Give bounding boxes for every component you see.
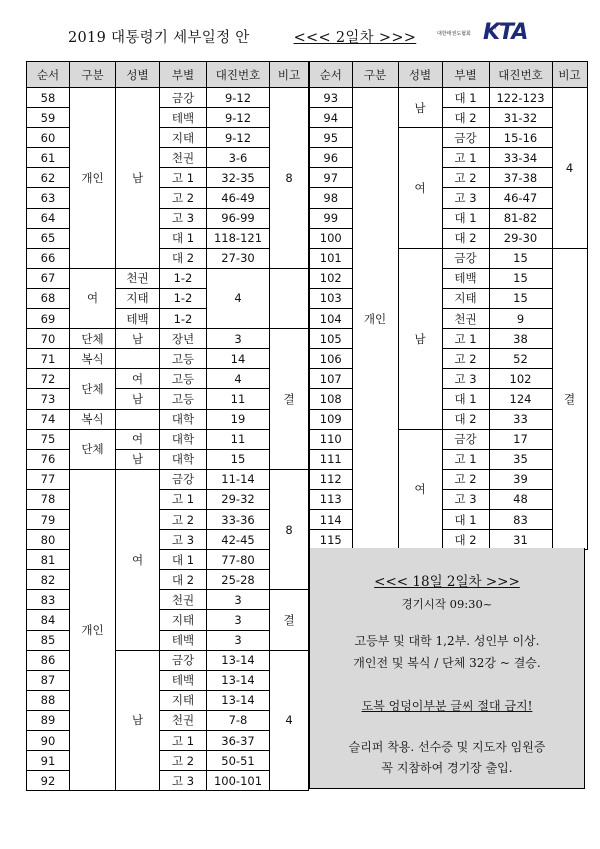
table-row [309,309,587,329]
division-cell: 고 1 [160,489,207,509]
table-row [27,429,309,449]
gender-cell: 남 [398,248,442,429]
seq-cell: 75 [27,429,70,449]
seq-cell: 85 [27,630,70,650]
table-row [309,509,587,529]
gender-cell: 여 [116,469,160,650]
division-cell: 지태 [160,610,207,630]
division-cell: 대 1 [160,228,207,248]
seq-cell: 91 [27,751,70,771]
match-cell: 118-121 [207,228,270,248]
note-cell: 4 [270,650,309,791]
col-header-division: 부별 [160,62,207,88]
division-cell: 고 1 [442,148,489,168]
match-cell: 31 [489,530,552,550]
seq-cell: 83 [27,590,70,610]
table-row [27,268,309,288]
seq-cell: 77 [27,469,70,489]
match-cell: 37-38 [489,168,552,188]
match-cell: 14 [207,349,270,369]
table-row [27,108,309,128]
match-cell: 1-2 [160,288,207,308]
seq-cell: 99 [309,208,352,228]
match-cell: 9-12 [207,128,270,148]
match-cell: 33-36 [207,509,270,529]
match-cell: 15 [489,268,552,288]
division-cell: 금강 [442,429,489,449]
match-cell: 48 [489,489,552,509]
division-cell: 금강 [160,88,207,108]
notice-line-3: 슬리퍼 착용. 선수증 및 지도자 임원증 [348,740,546,754]
col-header-category: 구분 [352,62,398,88]
table-row [309,329,587,349]
seq-cell: 64 [27,208,70,228]
note-cell: 4 [207,268,270,328]
table-row [27,389,309,409]
division-cell: 금강 [160,650,207,670]
division-cell: 지태 [160,690,207,710]
division-cell: 대 1 [442,208,489,228]
division-cell: 테백 [442,268,489,288]
match-cell: 122-123 [489,88,552,108]
table-row [309,469,587,489]
table-row [27,188,309,208]
division-cell: 테백 [116,309,160,329]
match-cell: 124 [489,389,552,409]
table-row [27,570,309,590]
match-cell: 35 [489,449,552,469]
division-cell: 대 1 [442,389,489,409]
match-cell: 9-12 [207,108,270,128]
gender-cell: 여 [116,429,160,449]
gender-cell: 남 [116,88,160,269]
note-cell: 결 [552,248,587,549]
seq-cell: 107 [309,369,352,389]
seq-cell: 76 [27,449,70,469]
match-cell: 11 [207,389,270,409]
seq-cell: 109 [309,409,352,429]
seq-cell: 66 [27,248,70,268]
match-cell: 19 [207,409,270,429]
seq-cell: 104 [309,309,352,329]
seq-cell: 63 [27,188,70,208]
gender-cell: 남 [116,449,160,469]
match-cell: 9 [489,309,552,329]
seq-cell: 89 [27,710,70,730]
seq-cell: 94 [309,108,352,128]
table-row [309,208,587,228]
col-header-seq: 순서 [309,62,352,88]
division-cell: 금강 [160,469,207,489]
match-cell: 13-14 [207,670,270,690]
division-cell: 테백 [160,630,207,650]
seq-cell: 84 [27,610,70,630]
division-cell: 금강 [442,128,489,148]
table-row [27,530,309,550]
match-cell: 27-30 [207,248,270,268]
match-cell: 3 [207,630,270,650]
seq-cell: 74 [27,409,70,429]
division-cell: 고 2 [442,469,489,489]
seq-cell: 62 [27,168,70,188]
table-row [309,449,587,469]
seq-cell: 87 [27,670,70,690]
category-cell: 복식 [70,349,116,369]
col-header-gender: 성별 [398,62,442,88]
logo-mark: KTA [483,20,528,45]
table-row [27,771,309,791]
table-row [309,489,587,509]
table-row [27,610,309,630]
match-cell: 52 [489,349,552,369]
match-cell: 96-99 [207,208,270,228]
col-header-match: 대진번호 [207,62,270,88]
table-row [27,509,309,529]
match-cell: 15 [489,248,552,268]
notice-line-2: 개인전 및 복식 / 단체 32강 ~ 결승. [353,656,541,670]
division-cell: 지태 [116,288,160,308]
notice-heading [310,570,584,590]
logo-small-text: 대한태권도협회 [437,31,471,37]
schedule-table-right [308,61,588,550]
division-cell: 대 1 [442,509,489,529]
col-header-category: 구분 [70,62,116,88]
seq-cell: 105 [309,329,352,349]
table-row [309,369,587,389]
table-row [27,88,309,108]
table-row [27,469,309,489]
match-cell: 32-35 [207,168,270,188]
note-cell: 8 [270,88,309,269]
table-row [27,731,309,751]
gender-cell: 남 [116,329,160,349]
gender-cell: 여 [70,268,116,328]
notice-line-1: 고등부 및 대학 1,2부. 성인부 이상. [354,634,540,648]
table-row [309,288,587,308]
seq-cell: 115 [309,530,352,550]
seq-cell: 81 [27,550,70,570]
seq-cell: 93 [309,88,352,108]
division-cell: 고 2 [160,751,207,771]
match-cell: 100-101 [207,771,270,791]
seq-cell: 90 [27,731,70,751]
match-cell: 3 [207,590,270,610]
division-cell: 대 2 [442,530,489,550]
seq-cell: 70 [27,329,70,349]
match-cell: 29-30 [489,228,552,248]
title-text: 2019 대통령기 세부일정 안 [68,30,250,46]
seq-cell: 112 [309,469,352,489]
seq-cell: 114 [309,509,352,529]
table-row [309,168,587,188]
division-cell: 천권 [442,309,489,329]
match-cell: 31-32 [489,108,552,128]
match-cell: 36-37 [207,731,270,751]
match-cell: 33 [489,409,552,429]
match-cell: 46-49 [207,188,270,208]
seq-cell: 72 [27,369,70,389]
division-cell: 테백 [160,108,207,128]
division-cell: 지태 [160,128,207,148]
division-cell: 고 3 [160,530,207,550]
division-cell: 고 1 [160,731,207,751]
division-cell: 대 1 [442,88,489,108]
match-cell: 7-8 [207,710,270,730]
seq-cell: 68 [27,288,70,308]
seq-cell: 67 [27,268,70,288]
division-cell: 고등 [160,369,207,389]
table-row [27,710,309,730]
table-row [27,148,309,168]
match-cell: 81-82 [489,208,552,228]
division-cell: 천권 [160,710,207,730]
table-row [27,489,309,509]
seq-cell: 60 [27,128,70,148]
match-cell: 1-2 [160,309,207,329]
division-cell: 대 2 [442,409,489,429]
match-cell: 1-2 [160,268,207,288]
table-row [309,88,587,108]
division-cell: 천권 [160,590,207,610]
col-header-match: 대진번호 [489,62,552,88]
seq-cell: 73 [27,389,70,409]
table-row [27,409,309,429]
division-cell: 고 1 [160,168,207,188]
day-subtitle: <<< 2일차 >>> [293,30,417,46]
match-cell: 33-34 [489,148,552,168]
note-cell: 4 [552,88,587,249]
category-cell: 복식 [70,409,116,429]
table-row [309,268,587,288]
match-cell: 9-12 [207,88,270,108]
division-cell: 천권 [116,268,160,288]
division-cell: 고 3 [160,208,207,228]
seq-cell: 82 [27,570,70,590]
seq-cell: 92 [27,771,70,791]
table-row [27,369,309,389]
table-row [27,630,309,650]
match-cell: 102 [489,369,552,389]
table-row [27,550,309,570]
table-row [309,228,587,248]
gender-cell: 남 [398,88,442,128]
table-row [309,148,587,168]
table-row [309,409,587,429]
match-cell: 15-16 [489,128,552,148]
match-cell: 83 [489,509,552,529]
table-row [27,329,309,349]
division-cell: 고 1 [442,449,489,469]
gender-cell: 남 [116,650,160,791]
seq-cell: 101 [309,248,352,268]
match-cell: 11 [207,429,270,449]
match-cell: 15 [489,288,552,308]
seq-cell: 103 [309,288,352,308]
seq-cell: 100 [309,228,352,248]
gender-cell: 여 [398,128,442,249]
seq-cell: 65 [27,228,70,248]
match-cell: 15 [207,449,270,469]
category-cell: 개인 [70,88,116,269]
division-cell: 대 2 [442,228,489,248]
note-cell: 결 [270,590,309,650]
gender-cell: 여 [398,429,442,550]
seq-cell: 58 [27,88,70,108]
division-cell: 고 2 [160,509,207,529]
seq-cell: 111 [309,449,352,469]
col-header-gender: 성별 [116,62,160,88]
notice-warning [310,697,584,714]
table-header-row [27,62,309,88]
table-row [27,349,309,369]
seq-cell: 69 [27,309,70,329]
category-cell: 단체 [70,329,116,349]
division-cell: 대 2 [442,108,489,128]
note-cell: 결 [270,329,309,470]
table-row [27,128,309,148]
table-row [309,108,587,128]
match-cell: 3 [207,610,270,630]
table-row [309,530,587,550]
match-cell: 3 [207,329,270,349]
division-cell: 테백 [160,670,207,690]
seq-cell: 110 [309,429,352,449]
table-row [309,128,587,148]
division-cell: 금강 [442,248,489,268]
division-cell: 고등 [160,349,207,369]
division-cell: 천권 [160,148,207,168]
kta-logo [437,20,549,48]
gender-cell: 여 [116,369,160,389]
match-cell: 3-6 [207,148,270,168]
match-cell: 17 [489,429,552,449]
table-row [309,248,587,268]
table-row [309,349,587,369]
table-row [27,650,309,670]
division-cell: 장년 [160,329,207,349]
match-cell: 38 [489,329,552,349]
gender-cell [116,409,160,429]
table-row [27,248,309,268]
seq-cell: 97 [309,168,352,188]
table-row [27,751,309,771]
table-row [309,389,587,409]
schedule-notice-box [309,548,585,789]
category-cell: 단체 [70,429,116,469]
division-cell: 대 1 [160,550,207,570]
seq-cell: 113 [309,489,352,509]
table-row [27,590,309,610]
page-title [68,26,416,47]
col-header-division: 부별 [442,62,489,88]
match-cell: 50-51 [207,751,270,771]
division-cell: 고 3 [160,771,207,791]
match-cell: 46-47 [489,188,552,208]
col-header-note: 비고 [270,62,309,88]
table-row [27,670,309,690]
seq-cell: 78 [27,489,70,509]
notice-heading-text: <<< 18일 2일차 >>> [374,574,520,590]
seq-cell: 108 [309,389,352,409]
match-cell: 13-14 [207,690,270,710]
seq-cell: 79 [27,509,70,529]
notice-start-time: 경기시작 09:30~ [401,597,493,611]
match-cell: 25-28 [207,570,270,590]
note-cell: 8 [270,469,309,590]
table-row [309,429,587,449]
division-cell: 고 2 [160,188,207,208]
seq-cell: 96 [309,148,352,168]
seq-cell: 88 [27,690,70,710]
col-header-seq: 순서 [27,62,70,88]
table-row [309,188,587,208]
division-cell: 고 2 [442,168,489,188]
match-cell: 4 [207,369,270,389]
table-row [27,690,309,710]
table-row [27,449,309,469]
seq-cell: 106 [309,349,352,369]
match-cell: 39 [489,469,552,489]
division-cell: 대학 [160,409,207,429]
seq-cell: 86 [27,650,70,670]
match-cell: 77-80 [207,550,270,570]
division-cell: 고 3 [442,188,489,208]
division-cell: 고 2 [442,349,489,369]
gender-cell: 남 [116,389,160,409]
division-cell: 고등 [160,389,207,409]
division-cell: 대 2 [160,570,207,590]
division-cell: 고 3 [442,489,489,509]
seq-cell: 98 [309,188,352,208]
division-cell: 대학 [160,429,207,449]
notice-line-4: 꼭 지참하여 경기장 출입. [381,761,513,775]
seq-cell: 102 [309,268,352,288]
schedule-table-left [26,61,309,791]
table-header-row [309,62,587,88]
col-header-note: 비고 [552,62,587,88]
seq-cell: 61 [27,148,70,168]
category-cell: 개인 [352,88,398,550]
table-row [27,168,309,188]
seq-cell: 71 [27,349,70,369]
match-cell: 13-14 [207,650,270,670]
table-row [27,208,309,228]
match-cell: 11-14 [207,469,270,489]
match-cell: 42-45 [207,530,270,550]
division-cell: 고 1 [442,329,489,349]
division-cell: 고 3 [442,369,489,389]
division-cell: 지태 [442,288,489,308]
seq-cell: 95 [309,128,352,148]
seq-cell: 59 [27,108,70,128]
gender-cell [116,349,160,369]
division-cell: 대 2 [160,248,207,268]
match-cell: 29-32 [207,489,270,509]
seq-cell: 80 [27,530,70,550]
category-cell: 단체 [70,369,116,409]
table-row [27,228,309,248]
notice-warning-text: 도복 엉덩이부분 글씨 절대 금지! [361,699,533,713]
division-cell: 대학 [160,449,207,469]
category-cell: 개인 [70,469,116,791]
